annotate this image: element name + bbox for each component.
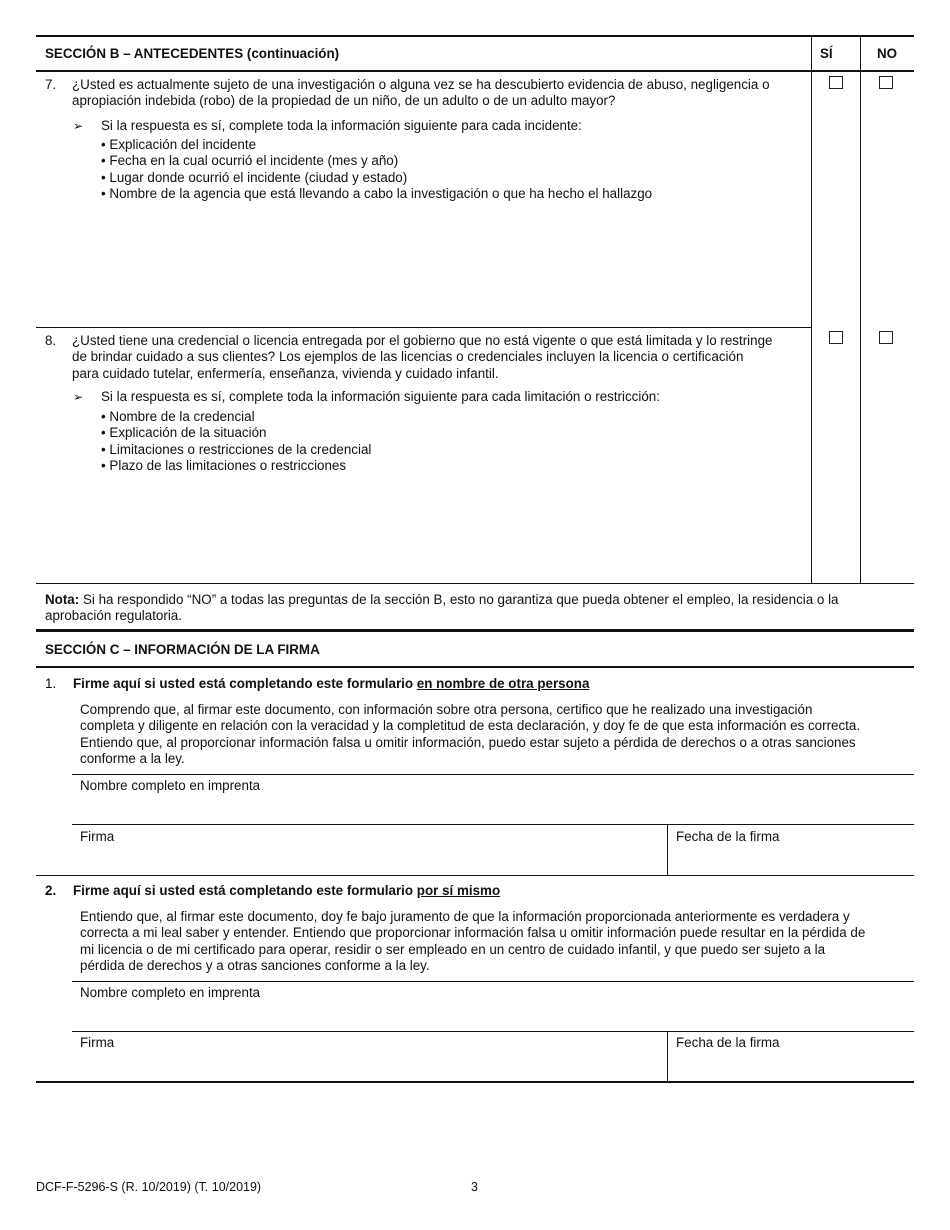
question-8-text: ¿Usted tiene una credencial o licencia entregada por el gobierno que no está vigente o que está limitada y lo restringe de brindar cuidado a sus clientes? Los ejemplos de las licencias o credenciales incluyen la licencia o certificación para cuidado tutelar, enfermería, enseñanza, vivienda y cuidado infantil. <box>72 333 773 381</box>
arrow-bullet-icon: ➢ <box>73 119 84 133</box>
item-1-date-field[interactable] <box>668 825 914 875</box>
item-2-date-label: Fecha de la firma <box>676 1035 780 1050</box>
question-8-no-checkbox[interactable] <box>879 331 893 344</box>
item-2-number: 2. <box>45 883 57 898</box>
list-item: • Plazo de las limitaciones o restricciones <box>101 457 347 473</box>
yes-column-header: SÍ <box>820 46 833 61</box>
item-1-paragraph: Comprendo que, al firmar este documento, con información sobre otra persona, certifico que he realizado una investigación completa y diligente en relación con la veracidad y la completitud de esta declaración, y doy fe de que esta información es correcta. Entiendo que, al proporcionar información falsa u omitir información, puedo estar sujeto a pérdida de derechos o a otras sanciones conforme a la ley. <box>80 702 861 766</box>
page-number: 3 <box>471 1180 478 1194</box>
item-2-signature-label: Firma <box>80 1035 115 1050</box>
list-item: • Limitaciones o restricciones de la credencial <box>101 441 372 457</box>
section-b-bottom-rule <box>36 583 914 584</box>
note-label: Nota: <box>45 592 80 607</box>
section-c-header: SECCIÓN C – INFORMACIÓN DE LA FIRMA <box>45 642 320 657</box>
list-item: • Lugar donde ocurrió el incidente (ciudad y estado) <box>101 169 408 185</box>
question-7-bullet-list <box>101 137 652 202</box>
item-1-signature-label: Firma <box>80 829 115 844</box>
arrow-bullet-icon: ➢ <box>73 390 84 404</box>
item-2-signature-field[interactable] <box>72 1032 667 1081</box>
item-1-signature-field[interactable] <box>72 825 667 875</box>
section-b-header-rule <box>36 70 914 72</box>
item-2-paragraph: Entiendo que, al firmar este documento, doy fe bajo juramento de que la información proporcionada anteriormente es verdadera y correcta a mi leal saber y entender. Entiendo que proporcionar información falsa u omitir información puede resultar en la pérdida de mi licencia o de mi certificado para operar, residir o ser empleado en un centro de cuidado infantil, y que puedo ser sujeto a la pérdida de derechos y a otras sanciones conforme a la ley. <box>80 909 866 973</box>
no-column-divider <box>860 36 861 583</box>
question-7-yes-checkbox[interactable] <box>829 76 843 89</box>
section-b-note: Nota: Si ha respondido “NO” a todas las preguntas de la sección B, esto no garantiza que pueda obtener el empleo, la residencia o la aprobación regulatoria. <box>45 592 839 624</box>
section-c-header-rule <box>36 666 914 668</box>
list-item: • Explicación de la situación <box>101 425 267 441</box>
section-c-bottom-rule <box>36 1081 914 1083</box>
question-7-number: 7. <box>45 77 57 92</box>
section-c-top-rule <box>36 629 914 632</box>
list-item: • Nombre de la agencia que está llevando a cabo la investigación o que ha hecho el hallazgo <box>101 185 653 201</box>
list-item: • Nombre de la credencial <box>101 409 255 424</box>
form-id: DCF-F-5296-S (R. 10/2019) (T. 10/2019) <box>36 1180 262 1194</box>
list-item: • Fecha en la cual ocurrió el incidente (mes y año) <box>101 153 399 169</box>
question-8-instruction: Si la respuesta es sí, complete toda la información siguiente para cada limitación o restricción: <box>101 389 660 404</box>
question-8-yes-checkbox[interactable] <box>829 331 843 344</box>
yes-column-divider <box>811 36 812 583</box>
item-1-bottom-rule <box>36 875 914 876</box>
item-1-date-label: Fecha de la firma <box>676 829 780 844</box>
item-1-number: 1. <box>45 676 57 691</box>
question-8-bullet-list <box>101 409 371 474</box>
question-7-instruction: Si la respuesta es sí, complete toda la información siguiente para cada incidente: <box>101 118 582 133</box>
question-8-number: 8. <box>45 333 57 348</box>
section-b-header: SECCIÓN B – ANTECEDENTES (continuación) <box>45 46 340 61</box>
item-2-printed-name-field[interactable] <box>72 982 914 1031</box>
item-2-date-field[interactable] <box>668 1032 914 1081</box>
item-2-printed-name-label: Nombre completo en imprenta <box>80 985 261 1000</box>
list-item: • Explicación del incidente <box>101 137 257 152</box>
item-1-title: Firme aquí si usted está completando este formulario en nombre de otra persona <box>73 676 590 691</box>
question-7-no-checkbox[interactable] <box>879 76 893 89</box>
item-1-printed-name-field[interactable] <box>72 775 914 824</box>
question-7-text: ¿Usted es actualmente sujeto de una investigación o alguna vez se ha descubierto evidencia de abuso, negligencia o apropiación indebida (robo) de la propiedad de un niño, de un adulto o de un adulto mayor? <box>72 77 770 109</box>
no-column-header: NO <box>877 46 898 61</box>
question-7-divider <box>36 327 812 328</box>
item-2-title: Firme aquí si usted está completando este formulario por sí mismo <box>73 883 501 898</box>
top-rule <box>36 35 914 37</box>
item-1-printed-name-label: Nombre completo en imprenta <box>80 778 261 793</box>
